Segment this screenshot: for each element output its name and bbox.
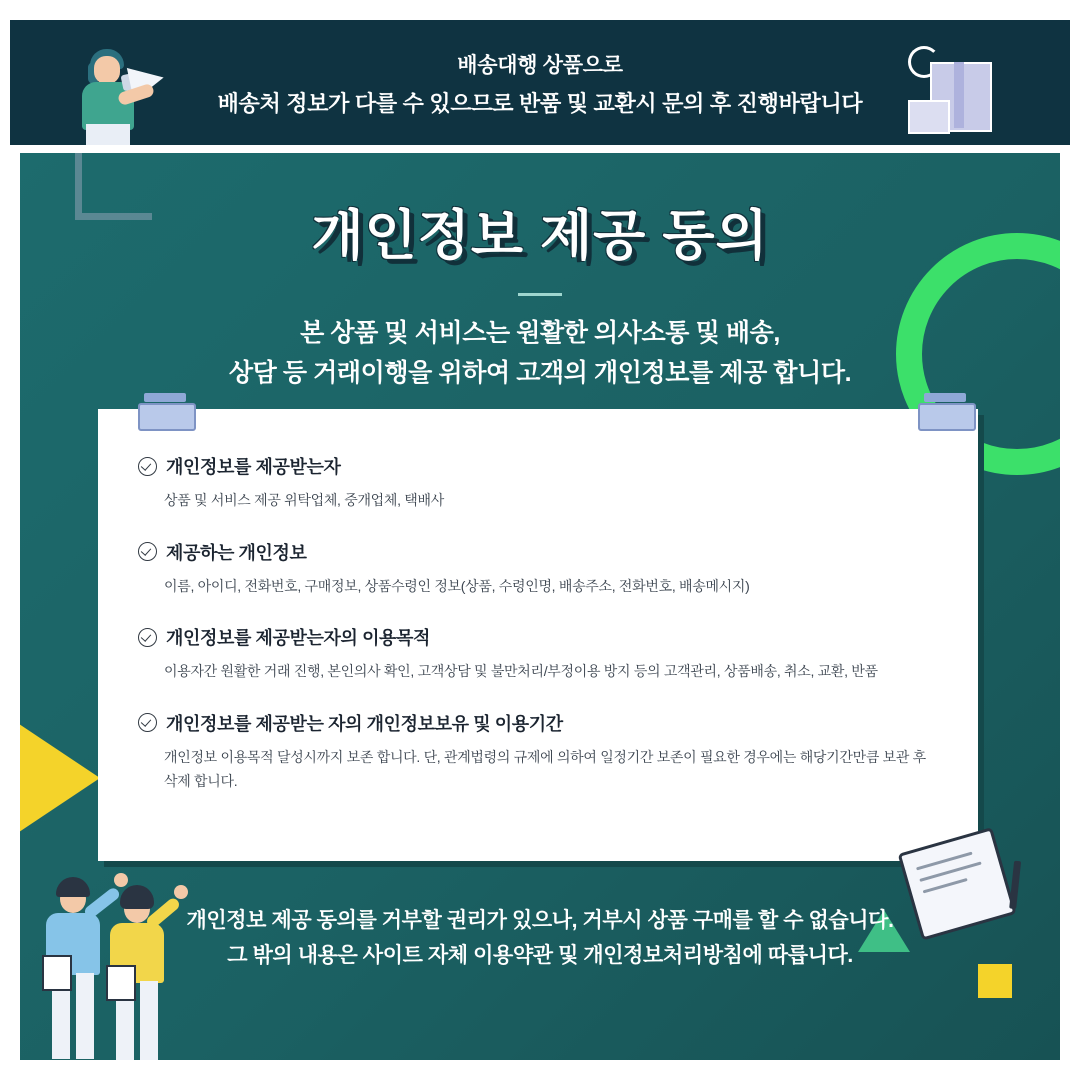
consent-item-body: 이름, 아이디, 전화번호, 구매정보, 상품수령인 정보(상품, 수령인명, 배송주소, 전화번호, 배송메시지) [164,577,750,594]
consent-item-title: 제공하는 개인정보 [166,542,307,563]
page-subtitle-line2: 상담 등 거래이행을 위하여 고객의 개인정보를 제공 합니다. [228,359,852,387]
title-divider [518,293,562,296]
consent-item-title: 개인정보를 제공받는자의 이용목적 [166,628,431,648]
check-circle-icon [138,542,157,561]
yellow-triangle-decoration [20,718,100,838]
check-circle-icon [138,457,157,476]
top-notice-line2: 배송처 정보가 다를 수 있으므로 반품 및 교환시 문의 후 진행바랍니다 [217,90,863,116]
privacy-consent-card [20,153,1060,1060]
check-circle-icon [138,628,157,647]
consent-item-title: 개인정보를 제공받는자 [166,457,341,477]
consent-item-title: 개인정보를 제공받는 자의 개인정보보유 및 이용기간 [166,713,563,734]
paper-sheet [98,409,978,861]
consent-item-header [138,453,938,479]
consent-item-list [138,453,938,820]
list-item [138,624,938,684]
consent-item-body: 이용자간 원활한 거래 진행, 본인의사 확인, 고객상담 및 불만처리/부정이용 방지 등의 고객관리, 상품배송, 취소, 교환, 반품 [164,663,878,679]
footer-notice-line1: 개인정보 제공 동의를 거부할 권리가 있으나, 거부시 상품 구매를 할 수 없습니다. [186,908,894,932]
two-people-pointing-icon [32,851,222,1060]
list-item [138,453,938,513]
consent-item-body: 상품 및 서비스 제공 위탁업체, 중개업체, 택배사 [164,492,444,508]
list-item [138,710,938,794]
consent-item-body: 개인정보 이용목적 달성시까지 보존 합니다. 단, 관계법령의 규제에 의하여 일정기간 보존이 필요한 경우에는 해당기간만큼 보관 후 삭제 합니다. [164,748,926,789]
page-subtitle-line1: 본 상품 및 서비스는 원활한 의사소통 및 배송, [300,319,780,347]
page-title: 개인정보 제공 동의 [311,206,769,266]
consent-item-header [138,539,938,565]
binder-clip-right-icon [918,393,972,427]
megaphone-person-icon [68,40,178,145]
top-notice-banner [10,20,1070,145]
check-circle-icon [138,713,157,732]
top-notice-text [190,48,890,123]
binder-clip-left-icon [138,393,192,427]
list-item [138,539,938,599]
package-boxes-icon [900,44,1010,144]
top-notice-line1: 배송대행 상품으로 [457,54,623,77]
consent-item-header [138,710,938,736]
footer-notice-line2: 그 밖의 내용은 사이트 자체 이용약관 및 개인정보처리방침에 따릅니다. [227,944,853,968]
consent-item-header [138,624,938,650]
page-subtitle [20,313,1060,393]
